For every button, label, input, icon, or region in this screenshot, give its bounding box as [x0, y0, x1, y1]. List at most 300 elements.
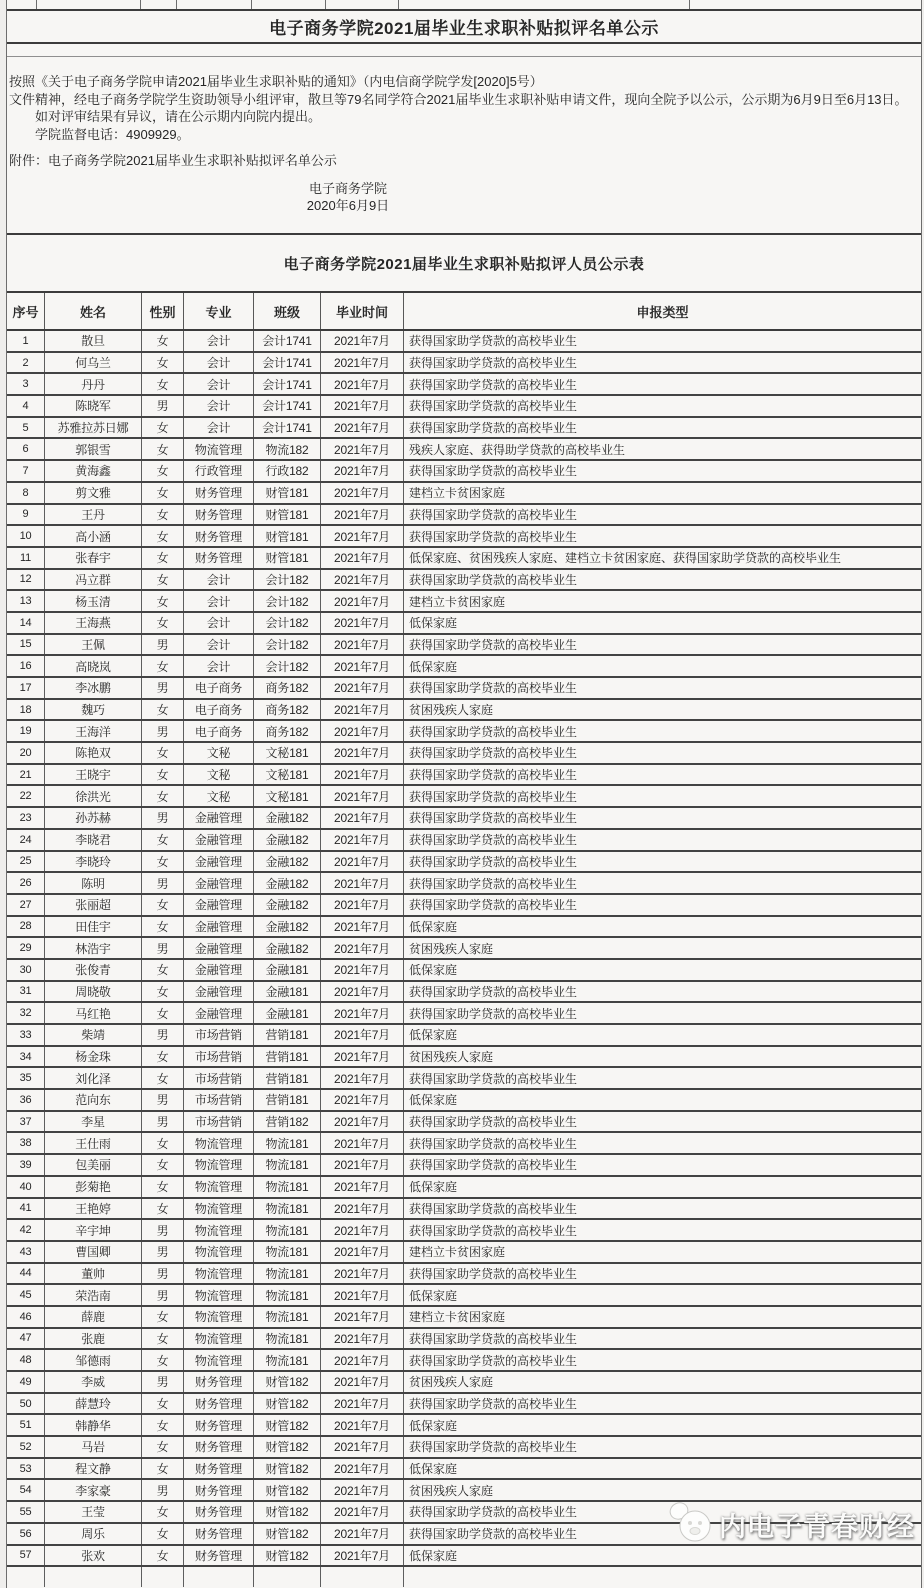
cell-name: 王仕雨: [45, 1133, 142, 1153]
table-row: [7, 396, 921, 418]
cell-major: 财务管理: [184, 1502, 254, 1522]
cell-class: 商务182: [254, 721, 321, 741]
cell-class: 金融181: [254, 960, 321, 980]
cell-graduation: 2021年7月: [321, 1155, 404, 1175]
cell-graduation: 2021年7月: [321, 1285, 404, 1305]
cell-class: 会计182: [254, 656, 321, 676]
cell-gender: 女: [142, 917, 184, 937]
cell-name: 薛慧玲: [45, 1394, 142, 1414]
cell-major: 物流管理: [184, 1329, 254, 1349]
table-row: [7, 1437, 921, 1459]
cell-application-type: 获得国家助学贷款的高校毕业生: [409, 529, 578, 544]
cell-application-type: 获得国家助学贷款的高校毕业生: [409, 1266, 578, 1281]
cell-major: 会计: [184, 591, 254, 611]
cell-graduation: 2021年7月: [321, 461, 404, 481]
table-row: [7, 982, 921, 1004]
cell-seq: 25: [7, 852, 45, 872]
cell-name: 张欢: [45, 1546, 142, 1566]
cell-major: 会计: [184, 374, 254, 394]
cell-gender: 男: [142, 678, 184, 698]
cell-application-type: 获得国家助学贷款的高校毕业生: [409, 1440, 578, 1455]
cell-seq: 9: [7, 505, 45, 525]
cell-application-type: 获得国家助学贷款的高校毕业生: [409, 572, 578, 587]
cell-application-type: 获得国家助学贷款的高校毕业生: [409, 1223, 578, 1238]
page-title: 电子商务学院2021届毕业生求职补贴拟评名单公示: [7, 11, 921, 44]
cell-application-type: 获得国家助学贷款的高校毕业生: [409, 1136, 578, 1151]
table-row: [7, 483, 921, 505]
cell-name: 王晓宇: [45, 765, 142, 785]
cell-major: 电子商务: [184, 721, 254, 741]
table-row: [7, 765, 921, 787]
divider-band: [7, 44, 921, 57]
header-name: 姓名: [45, 293, 142, 329]
cell-class: 营销182: [254, 1112, 321, 1132]
cell-name: 李晓君: [45, 830, 142, 850]
cell-graduation: 2021年7月: [321, 1546, 404, 1566]
cell-seq: 54: [7, 1480, 45, 1500]
header-graduation: 毕业时间: [321, 293, 404, 329]
table-row: [7, 591, 921, 613]
cell-name: 韩静华: [45, 1415, 142, 1435]
table-row: [7, 1090, 921, 1112]
cell-major: 物流管理: [184, 1220, 254, 1240]
table-row: [7, 570, 921, 592]
cell-seq: 37: [7, 1112, 45, 1132]
cell-application-type: 获得国家助学贷款的高校毕业生: [409, 1353, 578, 1368]
cell-graduation: 2021年7月: [321, 526, 404, 546]
cell-name: 张丽超: [45, 895, 142, 915]
table-row: [7, 700, 921, 722]
cell-gender: 女: [142, 591, 184, 611]
table-row: [7, 1025, 921, 1047]
cell-gender: 女: [142, 1177, 184, 1197]
cell-graduation: 2021年7月: [321, 635, 404, 655]
cell-application-type: 低保家庭: [409, 1462, 458, 1477]
cell-graduation: 2021年7月: [321, 439, 404, 459]
cell-class: 营销181: [254, 1090, 321, 1110]
cell-application-type: 获得国家助学贷款的高校毕业生: [409, 984, 578, 999]
table-row: [7, 439, 921, 461]
cell-class: 文秘181: [254, 743, 321, 763]
cell-gender: 女: [142, 570, 184, 590]
cell-gender: 女: [142, 786, 184, 806]
cell-graduation: 2021年7月: [321, 743, 404, 763]
cell-graduation: 2021年7月: [321, 873, 404, 893]
cell-class: 财管182: [254, 1546, 321, 1566]
cell-major: 会计: [184, 418, 254, 438]
cell-application-type: 获得国家助学贷款的高校毕业生: [409, 356, 578, 371]
cell-class: 营销181: [254, 1025, 321, 1045]
cell-gender: 女: [142, 1350, 184, 1370]
cell-gender: 女: [142, 1502, 184, 1522]
cell-application-type: 获得国家助学贷款的高校毕业生: [409, 421, 578, 436]
cell-name: 陈艳双: [45, 743, 142, 763]
cell-graduation: 2021年7月: [321, 895, 404, 915]
table-row: [7, 374, 921, 396]
table-row: [7, 1220, 921, 1242]
cell-class: 财管182: [254, 1437, 321, 1457]
cell-major: 财务管理: [184, 483, 254, 503]
cell-graduation: 2021年7月: [321, 938, 404, 958]
cell-application-type: 贫困残疾人家庭: [409, 941, 494, 956]
cell-gender: 女: [142, 1437, 184, 1457]
table-row: [7, 1329, 921, 1351]
table-row: [7, 1155, 921, 1177]
cell-class: 财管181: [254, 505, 321, 525]
cell-graduation: 2021年7月: [321, 1350, 404, 1370]
cell-seq: 38: [7, 1133, 45, 1153]
cell-major: 财务管理: [184, 548, 254, 568]
cell-gender: 女: [142, 1068, 184, 1088]
cell-major: 物流管理: [184, 1264, 254, 1284]
table-row: [7, 1242, 921, 1264]
table-header-row: [7, 291, 921, 331]
cell-seq: 50: [7, 1394, 45, 1414]
cell-application-type: 低保家庭: [409, 616, 458, 631]
cell-major: 物流管理: [184, 1350, 254, 1370]
cell-name: 包美丽: [45, 1155, 142, 1175]
cell-name: 柴靖: [45, 1025, 142, 1045]
cell-gender: 男: [142, 1285, 184, 1305]
cell-name: 陈明: [45, 873, 142, 893]
notice-body: [7, 57, 921, 233]
cell-seq: 6: [7, 439, 45, 459]
table-row: [7, 1415, 921, 1437]
cell-graduation: 2021年7月: [321, 656, 404, 676]
cell-name: 张春宇: [45, 548, 142, 568]
cell-application-type: 残疾人家庭、获得助学贷款的高校毕业生: [409, 442, 626, 457]
cell-application-type: 获得国家助学贷款的高校毕业生: [409, 1006, 578, 1021]
cell-gender: 女: [142, 418, 184, 438]
table-row: [7, 743, 921, 765]
cell-application-type: 低保家庭: [409, 1028, 458, 1043]
cell-graduation: 2021年7月: [321, 982, 404, 1002]
cell-class: 会计1741: [254, 396, 321, 416]
cell-application-type: 建档立卡贫困家庭: [409, 1245, 506, 1260]
cell-major: 金融管理: [184, 1003, 254, 1023]
cell-major: 电子商务: [184, 678, 254, 698]
cell-graduation: 2021年7月: [321, 1177, 404, 1197]
cell-class: 行政182: [254, 461, 321, 481]
table-row: [7, 1502, 921, 1524]
cell-seq: 12: [7, 570, 45, 590]
cell-major: 文秘: [184, 743, 254, 763]
cell-name: 高晓岚: [45, 656, 142, 676]
cell-gender: 男: [142, 1220, 184, 1240]
cell-class: 物流181: [254, 1177, 321, 1197]
cell-class: 金融182: [254, 895, 321, 915]
cell-application-type: 建档立卡贫困家庭: [409, 1310, 506, 1325]
cell-seq: 56: [7, 1524, 45, 1544]
cell-major: 会计: [184, 396, 254, 416]
cell-major: 市场营销: [184, 1068, 254, 1088]
cell-major: 电子商务: [184, 700, 254, 720]
cell-application-type: 低保家庭: [409, 1288, 458, 1303]
cell-gender: 女: [142, 461, 184, 481]
cell-gender: 女: [142, 830, 184, 850]
cell-gender: 男: [142, 396, 184, 416]
cell-seq: 2: [7, 353, 45, 373]
cell-major: 物流管理: [184, 1199, 254, 1219]
table-row: [7, 461, 921, 483]
cell-class: 会计1741: [254, 353, 321, 373]
cell-seq: 55: [7, 1502, 45, 1522]
cell-gender: 女: [142, 656, 184, 676]
cell-major: 财务管理: [184, 1459, 254, 1479]
cell-class: 商务182: [254, 700, 321, 720]
cell-class: 金融182: [254, 917, 321, 937]
cell-major: 会计: [184, 331, 254, 351]
cell-name: 曹国卿: [45, 1242, 142, 1262]
cell-graduation: 2021年7月: [321, 613, 404, 633]
notice-line-1: 按照《关于电子商务学院申请2021届毕业生求职补贴的通知》（内电信商学院学发[2020]5号）: [9, 74, 543, 89]
cell-application-type: 获得国家助学贷款的高校毕业生: [409, 898, 578, 913]
cell-graduation: 2021年7月: [321, 1415, 404, 1435]
cell-graduation: 2021年7月: [321, 396, 404, 416]
cell-gender: 男: [142, 635, 184, 655]
cell-name: 张俊青: [45, 960, 142, 980]
cell-name: 邹德雨: [45, 1350, 142, 1370]
cell-gender: 男: [142, 1372, 184, 1392]
cell-application-type: 低保家庭、贫困残疾人家庭、建档立卡贫困家庭、获得国家助学贷款的高校毕业生: [409, 551, 842, 566]
cell-name: 王海燕: [45, 613, 142, 633]
cell-seq: 18: [7, 700, 45, 720]
cell-gender: 女: [142, 1199, 184, 1219]
table-row: [7, 1177, 921, 1199]
cell-graduation: 2021年7月: [321, 1329, 404, 1349]
cell-major: 会计: [184, 656, 254, 676]
cell-seq: 43: [7, 1242, 45, 1262]
cell-graduation: 2021年7月: [321, 1437, 404, 1457]
cell-major: 金融管理: [184, 895, 254, 915]
cell-major: 市场营销: [184, 1025, 254, 1045]
cell-seq: 35: [7, 1068, 45, 1088]
cell-application-type: 贫困残疾人家庭: [409, 1375, 494, 1390]
cell-name: 高小涵: [45, 526, 142, 546]
table-row: [7, 895, 921, 917]
cell-graduation: 2021年7月: [321, 1459, 404, 1479]
cell-graduation: 2021年7月: [321, 570, 404, 590]
cell-class: 财管181: [254, 526, 321, 546]
cell-class: 物流181: [254, 1285, 321, 1305]
table-row: [7, 1003, 921, 1025]
announcement-sheet: [6, 0, 922, 1588]
cell-seq: 17: [7, 678, 45, 698]
cell-major: 金融管理: [184, 938, 254, 958]
cell-class: 金融182: [254, 830, 321, 850]
cell-gender: 女: [142, 505, 184, 525]
notice-line-3: 如对评审结果有异议，请在公示期内向院内提出。: [35, 109, 322, 124]
cell-graduation: 2021年7月: [321, 1502, 404, 1522]
cell-name: 薛鹿: [45, 1307, 142, 1327]
cell-class: 会计1741: [254, 374, 321, 394]
cell-seq: 41: [7, 1199, 45, 1219]
cell-class: 物流181: [254, 1220, 321, 1240]
cell-class: 物流181: [254, 1307, 321, 1327]
table-row: [7, 1372, 921, 1394]
cell-gender: 男: [142, 1480, 184, 1500]
signature-org: 电子商务学院: [308, 180, 387, 196]
table-row: [7, 635, 921, 657]
cell-name: 李威: [45, 1372, 142, 1392]
cell-application-type: 低保家庭: [409, 1180, 458, 1195]
cell-major: 会计: [184, 570, 254, 590]
cell-class: 财管182: [254, 1415, 321, 1435]
cell-seq: 1: [7, 331, 45, 351]
cell-class: 物流182: [254, 439, 321, 459]
cell-major: 市场营销: [184, 1090, 254, 1110]
cell-graduation: 2021年7月: [321, 1524, 404, 1544]
cell-graduation: 2021年7月: [321, 1199, 404, 1219]
cell-name: 杨玉清: [45, 591, 142, 611]
cell-gender: 女: [142, 1546, 184, 1566]
cell-major: 物流管理: [184, 1307, 254, 1327]
cell-application-type: 获得国家助学贷款的高校毕业生: [409, 768, 578, 783]
cell-class: 财管182: [254, 1394, 321, 1414]
cell-seq: 26: [7, 873, 45, 893]
cell-name: 李星: [45, 1112, 142, 1132]
cell-seq: 52: [7, 1437, 45, 1457]
cell-major: 金融管理: [184, 852, 254, 872]
cell-gender: 男: [142, 1264, 184, 1284]
cell-seq: 4: [7, 396, 45, 416]
cell-application-type: 获得国家助学贷款的高校毕业生: [409, 1071, 578, 1086]
table-body: [7, 331, 921, 1567]
cell-seq: 15: [7, 635, 45, 655]
cell-name: 辛宇坤: [45, 1220, 142, 1240]
cell-application-type: 贫困残疾人家庭: [409, 1483, 494, 1498]
cell-name: 黄海鑫: [45, 461, 142, 481]
cell-application-type: 低保家庭: [409, 1093, 458, 1108]
cell-application-type: 低保家庭: [409, 919, 458, 934]
cell-name: 张鹿: [45, 1329, 142, 1349]
cell-name: 范向东: [45, 1090, 142, 1110]
cell-seq: 34: [7, 1047, 45, 1067]
cell-major: 物流管理: [184, 1133, 254, 1153]
cell-gender: 男: [142, 873, 184, 893]
cell-application-type: 低保家庭: [409, 659, 458, 674]
cell-graduation: 2021年7月: [321, 1220, 404, 1240]
cell-name: 李家豪: [45, 1480, 142, 1500]
cell-seq: 53: [7, 1459, 45, 1479]
table-row: [7, 1047, 921, 1069]
cell-name: 陈晓军: [45, 396, 142, 416]
cell-class: 物流181: [254, 1350, 321, 1370]
cell-application-type: 获得国家助学贷款的高校毕业生: [409, 1115, 578, 1130]
cell-class: 物流181: [254, 1133, 321, 1153]
cell-application-type: 获得国家助学贷款的高校毕业生: [409, 1505, 578, 1520]
cell-major: 会计: [184, 613, 254, 633]
cell-gender: 女: [142, 1133, 184, 1153]
cell-seq: 13: [7, 591, 45, 611]
cell-graduation: 2021年7月: [321, 1003, 404, 1023]
cell-graduation: 2021年7月: [321, 331, 404, 351]
cell-name: 刘化泽: [45, 1068, 142, 1088]
cell-gender: 男: [142, 808, 184, 828]
cell-seq: 49: [7, 1372, 45, 1392]
cell-seq: 42: [7, 1220, 45, 1240]
cell-major: 财务管理: [184, 1372, 254, 1392]
cell-gender: 女: [142, 1307, 184, 1327]
table-row: [7, 1524, 921, 1546]
cell-name: 王佩: [45, 635, 142, 655]
cell-graduation: 2021年7月: [321, 1025, 404, 1045]
cell-seq: 22: [7, 786, 45, 806]
cell-name: 魏巧: [45, 700, 142, 720]
cell-major: 金融管理: [184, 917, 254, 937]
cell-application-type: 获得国家助学贷款的高校毕业生: [409, 377, 578, 392]
cell-major: 文秘: [184, 765, 254, 785]
cell-class: 财管181: [254, 483, 321, 503]
cell-class: 会计182: [254, 635, 321, 655]
cell-seq: 32: [7, 1003, 45, 1023]
cell-class: 金融182: [254, 938, 321, 958]
cell-seq: 7: [7, 461, 45, 481]
cell-name: 杨金珠: [45, 1047, 142, 1067]
table-row: [7, 353, 921, 375]
cell-application-type: 获得国家助学贷款的高校毕业生: [409, 1397, 578, 1412]
cell-application-type: 获得国家助学贷款的高校毕业生: [409, 746, 578, 761]
cell-name: 何乌兰: [45, 353, 142, 373]
cell-graduation: 2021年7月: [321, 1264, 404, 1284]
cell-application-type: 低保家庭: [409, 1548, 458, 1563]
cell-gender: 女: [142, 331, 184, 351]
cell-name: 冯立群: [45, 570, 142, 590]
cell-gender: 男: [142, 1025, 184, 1045]
cell-application-type: 获得国家助学贷款的高校毕业生: [409, 1158, 578, 1173]
cell-major: 市场营销: [184, 1112, 254, 1132]
cell-application-type: 获得国家助学贷款的高校毕业生: [409, 724, 578, 739]
cell-major: 金融管理: [184, 808, 254, 828]
cell-name: 董帅: [45, 1264, 142, 1284]
cell-class: 财管182: [254, 1502, 321, 1522]
cell-seq: 57: [7, 1546, 45, 1566]
cell-application-type: 建档立卡贫困家庭: [409, 486, 506, 501]
cell-major: 金融管理: [184, 982, 254, 1002]
cell-application-type: 获得国家助学贷款的高校毕业生: [409, 854, 578, 869]
cell-graduation: 2021年7月: [321, 765, 404, 785]
cell-application-type: 获得国家助学贷款的高校毕业生: [409, 789, 578, 804]
table-row: [7, 938, 921, 960]
cell-name: 李冰鹏: [45, 678, 142, 698]
cell-class: 财管182: [254, 1480, 321, 1500]
attachment-line: 附件：电子商务学院2021届毕业生求职补贴拟评名单公示: [9, 153, 337, 168]
cell-name: 王莹: [45, 1502, 142, 1522]
cell-graduation: 2021年7月: [321, 960, 404, 980]
cell-class: 会计1741: [254, 418, 321, 438]
cell-graduation: 2021年7月: [321, 700, 404, 720]
cell-seq: 51: [7, 1415, 45, 1435]
cell-gender: 女: [142, 895, 184, 915]
cell-seq: 29: [7, 938, 45, 958]
cell-gender: 男: [142, 721, 184, 741]
cell-major: 财务管理: [184, 1524, 254, 1544]
table-row: [7, 1199, 921, 1221]
signature-date: 2020年6月9日: [306, 198, 390, 213]
cell-major: 物流管理: [184, 1155, 254, 1175]
cell-class: 财管182: [254, 1524, 321, 1544]
cell-application-type: 建档立卡贫困家庭: [409, 594, 506, 609]
cell-graduation: 2021年7月: [321, 786, 404, 806]
cell-graduation: 2021年7月: [321, 353, 404, 373]
cell-name: 王丹: [45, 505, 142, 525]
cell-name: 苏雅拉苏日娜: [45, 418, 142, 438]
table-title: 电子商务学院2021届毕业生求职补贴拟评人员公示表: [7, 233, 921, 291]
cell-graduation: 2021年7月: [321, 1047, 404, 1067]
cell-class: 物流181: [254, 1242, 321, 1262]
cell-graduation: 2021年7月: [321, 548, 404, 568]
cell-gender: 女: [142, 1155, 184, 1175]
